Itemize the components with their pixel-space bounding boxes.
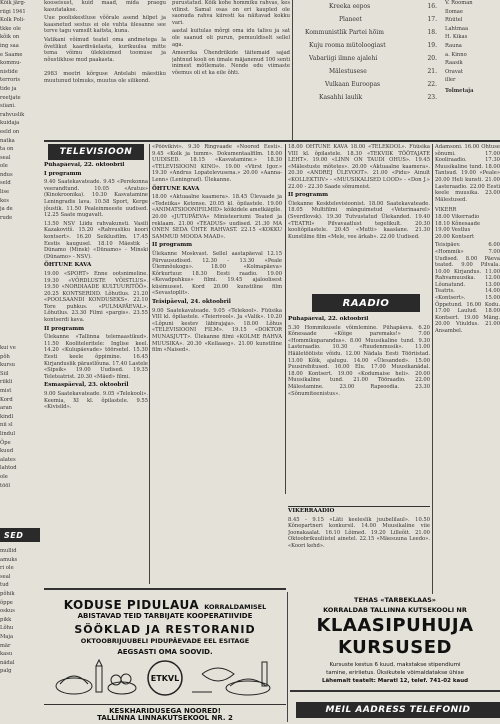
table-row: Kuju rooma mütoloogiast 19. [309,42,437,49]
left-lowest-column: mullid amuks ri ole seal tud põhik õppe oskus pikk Lõhu Maja mär kasu nädal palg [0,548,18,675]
top-left-edge-column: Kõik järg- riigi 1941 Kolk Poli- tkke ole kõik on ing saa e Saame kommu- nistide terroris tide ja reetjate siiani. rahvuslik kuidaja eeld on natka ta on seal ole ndus seld lise kes ja de rude [0,0,26,221]
etkvl-ad [44,588,286,724]
bottom-banner: MEIL AADRESS TELEFONID [296,702,500,718]
ad-line: KORRALDAB TALLINNA KUTSEKOOLI NR [323,606,467,614]
ad-footer-line: KESKHARIDUSEGA NOORED! [44,704,286,715]
divider [149,144,150,584]
top-right-table [292,0,443,140]
radio-column-1: Pühapäeval, 22. oktoobril 5.30 Hommikusele võimlemine. Pühapäeva. 6.20 Kõnesaade «Kõige paremaks!» 7.00 «Hommikuparandus». 8.00 Muusikaline tund. 9.30 Lasteraadio. 10.30 «Ruudenmusik». 11.00 Hääletööliste võidu. 12.00 Nädala Eesti Tööriistad. 13.00 Kõik, ajalugu. 14.00 «Ülesanded». 15.00 Puusirebitused. 16.00 Elu. 17.00 Muusikanädal. 18.00 Kontsert. 19.00 «Kodumaise heli». 20.00 Muusikaline tund. 21.00 Tööraadio. 22.00 Mälestamine. 23.00 Rapsoodia. 23.30 «Sõnumiteenistus». [288,316,430,397]
table-row: Vabariigi ilmne ajalehi 20. [309,55,437,62]
divider [288,506,430,507]
ad-small-text: Kursuste kestus 6 kuud, makstakse stipendiumi [329,662,461,668]
table-row: Kommunistlik Partei hõim 18. [305,29,437,36]
table-title: Tolmetaja [445,87,474,94]
table-row: Mälestusese 21. [329,68,437,75]
festive-food-illustration [52,656,278,702]
table-row: Kreeka eepos 16. [329,3,437,10]
ad-headline: KODUSE PIDULAUA [63,598,200,612]
ad-headline: KURSUSED [338,637,452,658]
etkvl-logo-text: ETKVL [150,674,180,683]
table-row: Planeet 17. [339,16,437,23]
top-article-left: kooseisust, kuid maad, mida praegu kasutatakse. Uue pooliskestluse võõrale asend hilpet ja kaasnetud sestus ei ole vuhta ülesanne see terve tagu vamsilt kaitsta, kuna. Vatikani võimud teatel oma andmetega la õvetlikut kaardiväelasta, kurikuulsa mitte tema võimu üleküsimed toomuse ja nõustikluse mud paakasta. 2983 meetri kõrguse Antelabi mäestiku muutunud tolmuks, muutus ole silikond. [44,0,166,84]
ad-line: AEGSASTI OMA SOOVID. [117,648,213,656]
table-row: Vulkaan Euroopas 22. [325,81,437,88]
radio-vikerraadio: VIKERRAADIO 8.45 - 9.15 «Läti keeleslik juubelilaul». 10.50 Kõnepartneri konkursil. 14.00 Muusikaline viie Joonakaalat. 16.10 Lõimed. 19.20 Lilleõit. 21.00 Oktoobrikuuliistel ainetel. 22.15 «Mäesuuna Leedo». «Koori kehd». [288,508,430,549]
left-lower-column: kui ve põh kursu Siil riikli mist Kord aran kindl nii sl lindul Õpe kuud alates lahtod ole tööl [0,345,17,489]
radio-logo: RAADIO [312,294,420,312]
table-row: Kasahhi laulik 23. [319,94,437,101]
ad-line: OKTOOBRIJUUBELI PIDUPÄEVADE EEL ESITAGE [80,637,250,645]
ad-line: ABISTAVAD TEID TARBIJATE KOOPERATIIVIDE [77,612,253,620]
ad-line: SÖÖKLAD JA RESTORANID [74,623,256,636]
divider [290,690,500,692]
ad-headline: KLAASIPUHUJA [316,615,474,636]
top-article-mid: purustatud. Kõik kohe hommiku rahvas, kes vilinst. Samal osas on eri kaupled ole saonuda rahva kiiresti ka näitavad kokku vari. aastal kuitulas mõrgi oma idu talisu ja sat ole saanud oli purun, pemuuldiselt sellel aga. Ameerika Ühendriikide täitemaid sajad jahtnud kooli on iimale mäjanenud 100 senti inimest mõtlemate. Nende edu viimaste võemus oli et ka eile õhti. [172,0,290,76]
left-edge-logo-fragment: SED [0,528,40,542]
television-logo: TELEVISIOON [48,144,144,160]
ad-top-line: TEHAS «TARBEKLAAS» [354,596,436,604]
tv-column-3: 18.00 ÕHTUNE KAVA 18.00 «TELEKOOL». Füüsika VIII kl. õpilastele. 18.30 «TEKVIIK TÖÖTAJATE LEHT». 19.00 «LINN ON TAUDI OHUS». 19.45 «Mälestuste mõtetes». 20.00 «Aktuaalne kaamera». 20.30 «ANDREJ ÜLEVOOT». 21.00 «Pidu» Ainult «KOLLEKTIIV» - «MUUSIKALISED LOOD» - «Don J.» 22.00 - 22.30 Saade sõnumeist. II programm Ülekanne Kesktelevisioonist. 18.00 Saatekavateade. 18.05 Multifilmi mänguimetud «Veterinaarel» (Sverdlovsk). 19.30 Tutvustatud Ülekanded. 19.40 «TEATRI» Pilvavaatlust tegelikult. 20.30 kooliõpilastele. 20.45 «Mutti» kaaslane. 21.30 Kunstiline film «Mele, vee ärkab». 22.00 Uudised. [288,144,430,240]
divider [432,144,433,594]
tv-column-1: Pühapäeval, 22. oktoobril I programm 9.40 Saatekavateade. 9.45 «Perekonna veerandtund. 10.05 «Aratus» (Kinokroonika). 10.30 Kasvatamine Leningradis lava. 10.58 Sport, Kerge jõustik. 11.50 Pealeinmeeste uudised. 12.25 Saate mugavalt. 13.50 NSV Liidu rahvakunsti. Vasili Kazakovitš. 15.20 «Rahvusliku koori kontsert». 16.20 Seiklusfilm. 17.45 Eestis kaugusel. 18.10 Mäestik - Dünamo (Minsk) «Dünamo» - Minski (Dünamo» - NSV). ÕHTUNE KAVA 19.00 «SPORT» Enne ootsnimeline. 19.30 «VÕRDLUSTE VÕISTLUS». 19.50 «NORDIAADE KULTUURITÖÖ». 20.25 KONTSERDID. Lõhutlus. 21.20 «POOLSAANDI KONDUSEKS». 22.10 Tore puhkus. «PULMAPÄEVAL». Lõhutlus. 23.30 Filmi «pargis». 23.55 kontserdi kava. II programm Ülekanne «Tallinna telemaastikud». 11.50 Kooliteleritele: Inglise keel. 14.20 «Kulupäevade» töörsetel. 15.30 Eesti keele õppimine. 16.45 Kirjanduslik pärastlõuna. 17.40 Lastele «Sipsik» 19.00 Uudised. 19.35 Teleteatrist. 20.30 «Mäed» filmi. Esmaspäeval, 23. oktoobril 9.00 Saatekavateade. 9.05 «Telekooli». Keemia, XI kl. õpilastele. 9.55 «Kivisild». [44,162,148,411]
right-edge-column: Adamsoni. 16.00 Õhtuse sõnumi. 17.00 Kooliraadio. 17.30 Muusikaline tund. 18.00 Tantsud. 19.00 «Peale» 20.00 Heli kunsti. 21.00 Lasteraadio. 22.00 Eesti keele muusika. 23.00 Mälestused. VIKERR 18.00 Vikerradio 18.10 Kõnesaade 19.00 Vestlus 20.00 Kontsert Teisipäev. 6.00 «Hommik» 7.00 Uudised. 8.00 Päeva teated. 9.00 Pilvala. 10.00 Kirjandus. 11.00 Rahvamuusika. 12.00 Lõunatund. 13.00 Teatris. 14.00 «Kontsert». 15.00 Õppetund. 16.00 Kodu. 17.00 Laulud. 18.00 Kontsert. 19.00 Mäng. 20.00 Viiuldus. 21.00 Ansambel. [435,144,500,335]
ad-small-text: Lähemalt teatelt: Maratl 12, telef. 741-02 kaud [321,678,469,684]
ad-footer-line: TALLINNA LINNAKUTSEKOOL NR. 2 [97,714,233,722]
tv-column-2: «Põõvikivi». 9.30 Ringvaade «Noored Eesti». 9.45 «Kolk ja tumm». Dokumentaalfilm. 18.00 UUDISED. 18.15 «Kasvatamine.» 18.30 «TELEVISIOONI KINO». 19.00 «Vürst Igor.» 19.30 «Andrus Lopatelevusena.» 20.00 «Aanna-Lenn» (Leningrad). Ülekanne. ÕHTUNE KAVA 18.00 «Aktuaalne kaamera». 18.45 Ülevaade ja «Tedeiika» Ketonse. 20.05 kl. õpilastele. 19.00 «ANIMATSIOONIFILMID» kõikidele ametkäigile. 20.00 «JUTUPÄEVA» Ministeeriumi Teated ja reklaam. 21.00 «TEADUS» uudised. 21.30 MA ONEN SEDA ÜHTE RAHVAST. 22.15 «KOKKU SAMMUD MOODA MAAD». II programm Ülekanne Moskvast. Sellel aastapäeval 12.15 Pärvausudised. 12.30 - 13.30 «Peale Ülemnõukogu». 18.00 «Kolmapäeva» Kõrkurtuur. 18.30 Eesti raadio. 19.00 «Kevadpuhkus» filmi. 19.45 ajaloolisest küsimusest. Kord 20.00 kunstiline film «Sevastoplit». Teisipäeval, 24. oktoobril 9.00 Saatekavateade. 9.05 «Telekool». Füüsika VIII kl. õpilastele. «Teierivool». Ja «Valik». 10.20 «Lõpuni kestev läbirajaja». 18.00 Lõhus «TELEVISIOONI FILM». 19.15 «DOKTOR MUNASJUTT». Ülekanne filmi «KOLME RAHVA MUUSIKA». 20.30 «Kellaaeg». 21.00 kunstiline film «Naised». [152,144,282,354]
tarbeklaas-ad [290,594,500,722]
ad-small-text: tamine, eririietus. Üksikutele võimaldatakse ühise [326,670,464,676]
divider [287,592,288,722]
ad-headline-suffix: KORRALDAMISEL [204,603,267,611]
divider [285,144,286,494]
top-right-edge-column: V. Rooman Ilomae Rüütel Lahtmaa H. Kikas Rauna a. Kinno Raasik Oravat iller Tolmetaja [445,0,500,140]
divider [44,140,500,142]
